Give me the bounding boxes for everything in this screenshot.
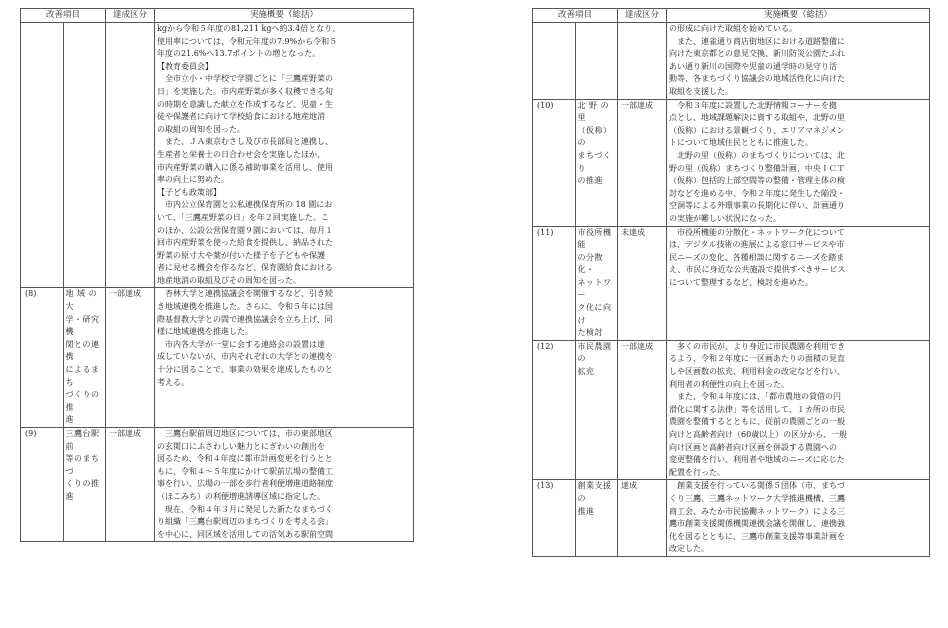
row-status (618, 226, 667, 340)
row-item-text: 北 野 の 里 （仮称）の まちづくり の推進 (577, 100, 612, 186)
row-number (533, 23, 576, 100)
row-number (533, 340, 576, 480)
table-row (21, 428, 414, 542)
right-table (532, 8, 930, 557)
row-summary (667, 99, 930, 226)
row-summary (667, 23, 930, 100)
right-page (532, 8, 930, 557)
continuation-row (21, 23, 414, 288)
row-status-text: 一部達成 (621, 341, 653, 351)
summary-paragraph: 【教育委員会】 (157, 61, 213, 71)
row-number (533, 99, 576, 226)
row-status (618, 340, 667, 480)
row-summary (667, 340, 930, 480)
summary-paragraph: 市内公立保育園と公私連携保育所の 18 園にお いて、「三鷹産野菜の日」を年２回実施した。こ のほか、公設公営保育園９園においては、毎月１ 回市内産野菜を使った給食を提供し、納品された 野菜の原寸大や葉が付いた様子を子どもや保護 者に見せる機会を作るなど、保育園給食における 地産地消の取組及びその周知を図った。 (157, 200, 333, 285)
row-item (575, 23, 618, 100)
row-number (533, 226, 576, 340)
header-status: 達成区分 (618, 9, 667, 23)
row-item (575, 340, 618, 480)
row-status (106, 428, 155, 542)
row-number (21, 23, 64, 288)
summary-paragraph: の形成に向けた取組を始めている。 (669, 24, 797, 33)
summary-paragraph: 三鷹台駅前周辺地区については、市の東部地区 の玄関口にふさわしい魅力とにぎわいの創出を 図るため、令和４年度に都市計画変更を行うとと もに、令和４～５年度にかけて駅前広場の整備工 事を行い、広場の一部を歩行者利便増進道路制度 （ほこみち）の利便増進誘導区域に指定した。 (157, 429, 333, 501)
row-number (21, 288, 64, 428)
header-item: 改善項目 (533, 9, 618, 23)
row-status (618, 480, 667, 557)
summary-paragraph: 令和３年度に設置した北野情報コーナーを拠 点とし、地域課題解決に資する取組や、北野の里 （仮称）における景観づくり、エリアマネジメン トについて地域住民とともに推進した。 (669, 100, 845, 148)
row-status (618, 99, 667, 226)
row-status-text: 一部達成 (109, 429, 141, 438)
row-number-text: (9) (25, 429, 37, 438)
row-item (575, 226, 618, 340)
row-number-text: (12) (537, 341, 554, 351)
row-status (106, 23, 155, 288)
table-row (21, 288, 414, 428)
row-summary (667, 226, 930, 340)
header-row (21, 9, 414, 23)
left-table (20, 8, 414, 542)
table-row (533, 99, 930, 226)
row-status (618, 23, 667, 100)
header-item: 改善項目 (21, 9, 106, 23)
row-item-text: 創業支援の 推進 (577, 481, 612, 516)
header-row (533, 9, 930, 23)
row-number (533, 480, 576, 557)
row-item (63, 288, 106, 428)
row-status-text: 達成 (621, 481, 637, 491)
row-number-text: (8) (25, 289, 37, 299)
row-item (63, 428, 106, 542)
summary-paragraph: 現在、令和４年３月に発足した新たなまちづく り組織「三鷹台駅周辺のまちづくりを考える会」 を中心に、同区域を活用しての活気ある駅前空間 (157, 504, 333, 539)
row-summary (155, 428, 414, 542)
summary-paragraph: 市役所機能の分散化・ネットワーク化について は、デジタル技術の進展による窓口サービスや市 民ニーズの変化、各種相談に関するニーズを踏ま え、市民に身近な公共施設で提供すべきサービス について整理するなど、検討を進めた。 (669, 227, 846, 287)
row-item (575, 480, 618, 557)
row-status (106, 288, 155, 428)
row-item-text: 地 域 の 大 学・研究機 関との連携 によるまち づくりの推 進 (65, 289, 100, 425)
row-summary (667, 480, 930, 557)
row-summary (155, 23, 414, 288)
summary-paragraph: 北野の里（仮称）のまちづくりについては、北 野の里（仮称）まちづくり整備計画、中央ＩＣＴ （仮称）包括的上部空間等の整備・管理主体の検 討などを進める中、令和２年度に発生した陥没・ 空洞等による外環事業の長期化に伴い、計画通り の実施が難しい状況になった。 (669, 150, 845, 223)
row-item-text: 市役所機能 の分散化・ ネットワー ク化に向け た検討 (577, 227, 612, 338)
header-status: 達成区分 (106, 9, 155, 23)
row-item (63, 23, 106, 288)
summary-paragraph: 市内各大学が一堂に会する連絡会の設置は達 成していないが、市内それぞれの大学との連携を 十分に図ることで、事業の効果を達成したものと 考える。 (157, 339, 333, 387)
row-summary (155, 288, 414, 428)
summary-paragraph: kgから令和５年度の81,211 kgへ約3.4倍となり、 使用率については、令和元年度の7.9%から令和５ 年度の21.6%へ13.7ポイントの増となった。 (157, 24, 341, 59)
continuation-row (533, 23, 930, 100)
row-number-text: (13) (537, 481, 554, 491)
row-number-text: (11) (537, 227, 554, 237)
summary-paragraph: また、連雀通り商店街地区における道路整備に 向けた東京都との意見交換、新川防災公園たふれ あい通り新川の国際や児童の通学時の見守り活 動等、各まちづくり協議会の地域活性化に向けた 取組を支援した。 (669, 36, 845, 96)
table-row (533, 226, 930, 340)
header-summary: 実施概要（総括） (667, 9, 930, 23)
row-item (575, 99, 618, 226)
header-summary: 実施概要（総括） (155, 9, 414, 23)
row-status-text: 一部達成 (109, 289, 141, 299)
table-row (533, 480, 930, 557)
summary-paragraph: 多くの市民が、より身近に市民農園を利用でき るよう、令和２年度に一区画あたりの面積の見直 しや区画数の拡充、利用料金の改定などを行い、 利用者の利便性の向上を図った。 (669, 341, 845, 389)
row-status-text: 未達成 (621, 227, 645, 237)
row-number (21, 428, 64, 542)
summary-paragraph: 創業支援を行っている関係５団体（市、まちづ くり三鷹、三鷹ネットワーク大学推進機構、三鷹 商工会、みたか市民協働ネットワーク）による三 鷹市創業支援関係機関連携会議を開催し、連携強 化を図るとともに、三鷹市創業支援等事業計画を 改定した。 (669, 481, 845, 554)
left-page (20, 8, 414, 542)
summary-paragraph: また、ＪＡ東京むさし及び市長部局と連携し、 生産者と栄養士の日合わせ会を実施したほか、 市内産野菜の購入に係る補助事業を活用し、使用 率の向上に努めた。 (157, 137, 333, 185)
row-number-text: (10) (537, 100, 554, 110)
row-item-text: 三鷹台駅前 等のまちづ くりの推進 (65, 429, 100, 501)
summary-paragraph: 全市立小・中学校で学園ごとに「三鷹産野菜の 日」を実施した。市内産野菜が多く収穫できる旬 の時期を意識した献立を作成するなど、児童・生 徒や保護者に向けて学校給食における地産地消 の取組の周知を図った。 (157, 74, 333, 134)
table-row (533, 340, 930, 480)
summary-paragraph: また、令和４年度には、「都市農地の貸借の円 滑化に関する法律」等を活用して、１カ所の市民 農園を整備するとともに、従前の農園ごとの一般 向けと高齢者向け（60歳以上）の区分から、一般 向け区画と高齢者向け区画を併設する農園への 変更整備を行い、利用者や地域のニーズに応じた 配置を行った。 (669, 392, 848, 477)
row-item-text: 市民農園の 拡充 (577, 341, 612, 377)
summary-paragraph: 杏林大学と連携協議会を開催するなど、引き続 き地域連携を推進した。さらに、令和５年には国 際基督教大学との間で連携協議会を立ち上げ、同 様に地域連携を推進した。 (157, 289, 333, 337)
row-status-text: 一部達成 (621, 100, 653, 110)
summary-paragraph: 【子ども政策部】 (157, 187, 221, 197)
